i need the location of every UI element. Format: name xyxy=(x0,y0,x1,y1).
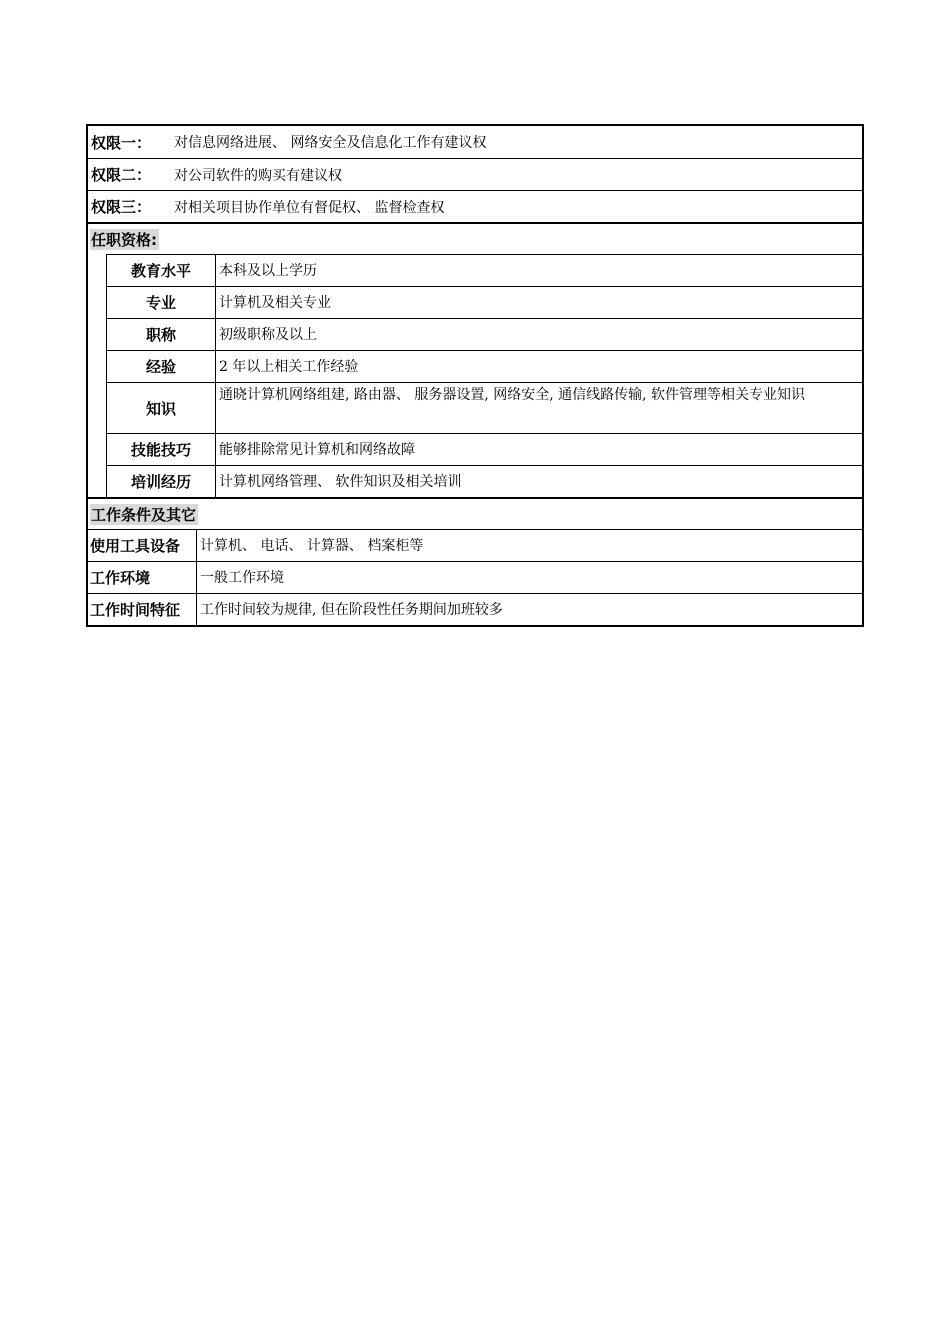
qualification-value: 初级职称及以上 xyxy=(219,326,317,343)
authority-value: 对信息网络进展、 网络安全及信息化工作有建议权 xyxy=(174,135,487,151)
authority-label: 权限一： xyxy=(91,133,152,152)
qualification-row xyxy=(106,382,862,433)
authority-row xyxy=(88,158,862,190)
condition-label: 工作时间特征 xyxy=(88,594,197,625)
condition-label: 工作环境 xyxy=(88,562,197,593)
condition-row xyxy=(88,593,862,625)
authority-row xyxy=(88,190,862,222)
qualification-row xyxy=(106,465,862,497)
qualification-value: 本科及以上学历 xyxy=(219,262,317,279)
conditions-title: 工作条件及其它 xyxy=(91,505,197,524)
qualification-label: 教育水平 xyxy=(107,255,216,286)
conditions-header-row xyxy=(88,497,862,529)
qualification-label: 经验 xyxy=(107,351,216,382)
qualification-value: 计算机及相关专业 xyxy=(219,294,331,311)
condition-value: 计算机、 电话、 计算器、 档案柜等 xyxy=(200,537,424,554)
condition-label: 使用工具设备 xyxy=(88,530,197,561)
authority-value: 对相关项目协作单位有督促权、 监督检查权 xyxy=(174,199,445,216)
condition-value: 工作时间较为规律, 但在阶段性任务期间加班较多 xyxy=(200,601,503,618)
qualification-label: 培训经历 xyxy=(107,466,216,497)
qualification-value: 能够排除常见计算机和网络故障 xyxy=(219,441,415,458)
condition-row xyxy=(88,561,862,593)
qualification-label: 专业 xyxy=(107,287,216,318)
qualification-row xyxy=(106,318,862,350)
qualification-row xyxy=(106,350,862,382)
qualification-value: 通晓计算机网络组建, 路由器、 服务器设置, 网络安全, 通信线路传输, 软件管理等相关专业知识 xyxy=(219,387,806,403)
authority-label: 权限二： xyxy=(91,166,152,184)
qualification-value: 2 年以上相关工作经验 xyxy=(219,358,359,375)
qualifications-title: 任职资格: xyxy=(91,230,157,249)
authority-row xyxy=(88,126,862,158)
qualifications-header-row xyxy=(88,222,862,254)
qualification-label: 知识 xyxy=(107,383,216,433)
qualification-row xyxy=(106,433,862,465)
condition-value: 一般工作环境 xyxy=(200,569,284,586)
qualification-label: 技能技巧 xyxy=(107,434,216,465)
qualification-label: 职称 xyxy=(107,319,216,350)
qualification-row xyxy=(106,254,862,286)
qualification-row xyxy=(106,286,862,318)
authority-value: 对公司软件的购买有建议权 xyxy=(174,167,342,184)
condition-row xyxy=(88,529,862,561)
qualification-value: 计算机网络管理、 软件知识及相关培训 xyxy=(219,473,462,490)
job-description-table xyxy=(86,124,864,627)
authority-label: 权限三： xyxy=(91,198,152,216)
